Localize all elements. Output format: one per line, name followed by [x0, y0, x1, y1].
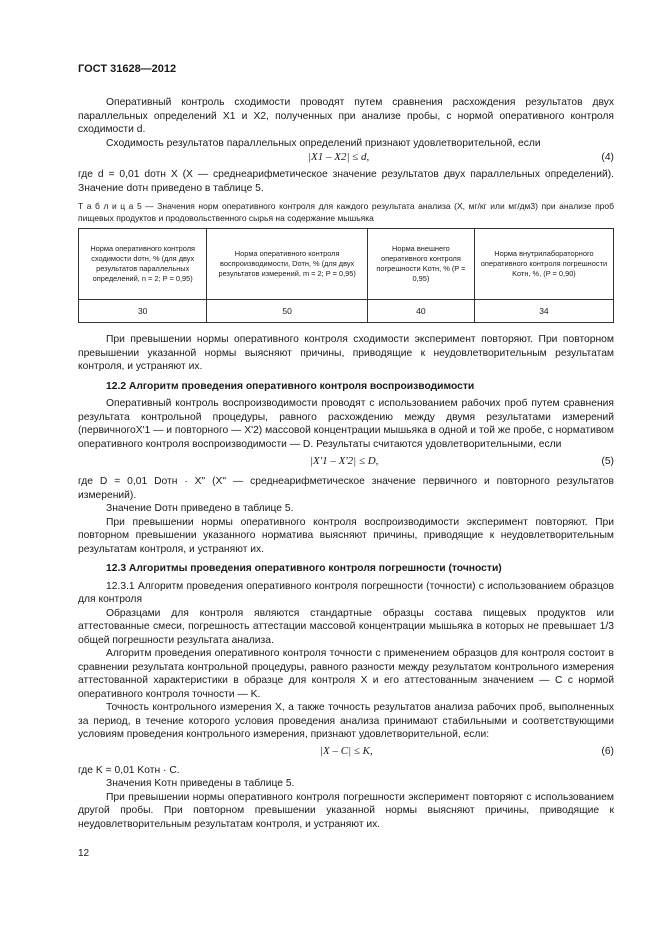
paragraph-repeatability-exceed: При превышении нормы оперативного контроля сходимости эксперимент повторяют. При повторном превышении указанной нормы выясняют причины, приводящие к неудовлетворительным результатам контроля, и устраняют их.	[78, 334, 614, 372]
table-header-cell: Норма оперативного контроля воспроизводимости, Dотн, % (для двух результатов измерений, m = 2; P = 0,95)	[207, 229, 368, 300]
table-header-cell: Норма внешнего оперативного контроля погрешности Kотн, % (P = 0,95)	[367, 229, 474, 300]
formula-4	[78, 151, 614, 167]
section-heading-12-2: 12.2 Алгоритм проведения оперативного контроля воспроизводимости	[106, 380, 475, 392]
paragraph-repeatability-intro: Оперативный контроль сходимости проводят путем сравнения расхождения результатов двух параллельных определений X1 и X2, полученных при анализе пробы, с нормой оперативного контроля сходимости d.	[78, 97, 614, 135]
document-header: ГОСТ 31628—2012	[78, 63, 177, 75]
formula-6-expression: |X – C| ≤ K,	[320, 744, 373, 757]
table-cell: 30	[79, 300, 207, 323]
formula-6	[78, 745, 614, 761]
paragraph-control-samples: Образцами для контроля являются стандартные образцы состава пищевых продуктов или аттестованные смеси, погрешность аттестации массовой концентрации мышьяка в которых не превышает 1/3 общей погрешности результата анализа.	[78, 607, 614, 646]
paragraph-reproducibility-exceed: При превышении нормы оперативного контроля воспроизводимости эксперимент повторяют. При повторном превышении указанного норматива выясняют причины, приводящие к неудовлетворительным результатам контроля, и устраняют их.	[78, 516, 614, 555]
table-5	[78, 228, 614, 323]
table-header-cell: Норма оперативного контроля сходимости dотн, % (для двух результатов параллельных определений, n = 2; P = 0,95)	[79, 229, 207, 300]
formula-6-number: (6)	[601, 745, 614, 757]
table-cell: 40	[367, 300, 474, 323]
paragraph-D-value: Значение Dотн приведено в таблице 5.	[106, 503, 294, 514]
paragraph-accuracy-algorithm: Алгоритм проведения оперативного контроля точности с применением образцов для контроля состоит в сравнении результата контрольной процедуры, равного разности между результатом контрольного измерения аттестованной характеристики в образце для контроля X и его аттестованным значением — С с нормой оперативного контроля точности — K.	[78, 648, 614, 700]
page-number: 12	[78, 848, 90, 859]
paragraph-d-definition: где d = 0,01 dотн X (X — среднеарифметическое значение результатов двух параллельных определений). Значение dотн приведено в таблице 5.	[78, 169, 614, 194]
section-heading-12-3: 12.3 Алгоритмы проведения оперативного контроля погрешности (точности)	[106, 563, 502, 574]
paragraph-accuracy-condition: Точность контрольного измерения X, а также точность результатов анализа рабочих проб, выполненных за период, в течение которого условия проведения анализа принимают стабильными и соответствующими условиям проведения контрольного измерения, признают удовлетворительной, если:	[78, 702, 614, 740]
paragraph-D-definition: где D = 0,01 Dотн · X" (X" — среднеарифметическое значение первичного и повторного результатов измерений).	[78, 476, 614, 501]
paragraph-K-definition: где K = 0,01 Kотн · C.	[78, 764, 180, 776]
formula-5-expression: |X'1 – X'2| ≤ D,	[310, 455, 379, 467]
paragraph-accuracy-exceed: При превышении нормы оперативного контроля погрешности эксперимент повторяют с использованием другой пробы. При повторном превышении указанной нормы выясняют причины, приводящие к неудовлетворительным результатам контроля, и устраняют их.	[78, 791, 614, 830]
formula-5	[78, 455, 614, 471]
formula-5-number: (5)	[601, 456, 614, 467]
formula-4-number: (4)	[601, 152, 614, 163]
table-5-caption: Т а б л и ц а 5 — Значения норм оперативного контроля для каждого результата анализа (X, мг/кг или мг/дм3) при анализе проб пищевых продуктов и продовольственного сырья на содержание мышьяка	[78, 201, 614, 223]
formula-4-expression: |X1 – X2| ≤ d,	[308, 151, 370, 163]
section-11-end	[78, 96, 614, 831]
paragraph-repeatability-condition: Сходимость результатов параллельных определений признают удовлетворительной, если	[106, 137, 541, 149]
table-header-row	[79, 229, 614, 300]
paragraph-reproducibility-intro: Оперативный контроль воспроизводимости проводят с использованием рабочих проб путем сравнения результата контрольной процедуры, равного расхождению между двумя результатами измерений (первичногоX'1 — и повторного — X'2) массовой концентрации мышьяка в одной и той же пробе, с нормативом оперативного контроля воспроизводимости — D. Результаты считаются удовлетворительными, если	[78, 398, 614, 450]
table-row	[79, 300, 614, 323]
paragraph-K-value: Значения Kотн приведены в таблице 5.	[106, 778, 295, 789]
table-cell: 34	[474, 300, 613, 323]
paragraph-12-3-1: 12.3.1 Алгоритм проведения оперативного контроля погрешности (точности) с использованием образцов для контроля	[78, 580, 614, 605]
table-cell: 50	[207, 300, 368, 323]
table-header-cell: Норма внутрилабораторного оперативного контроля погрешности Kотн, %, (P = 0,90)	[474, 229, 613, 300]
